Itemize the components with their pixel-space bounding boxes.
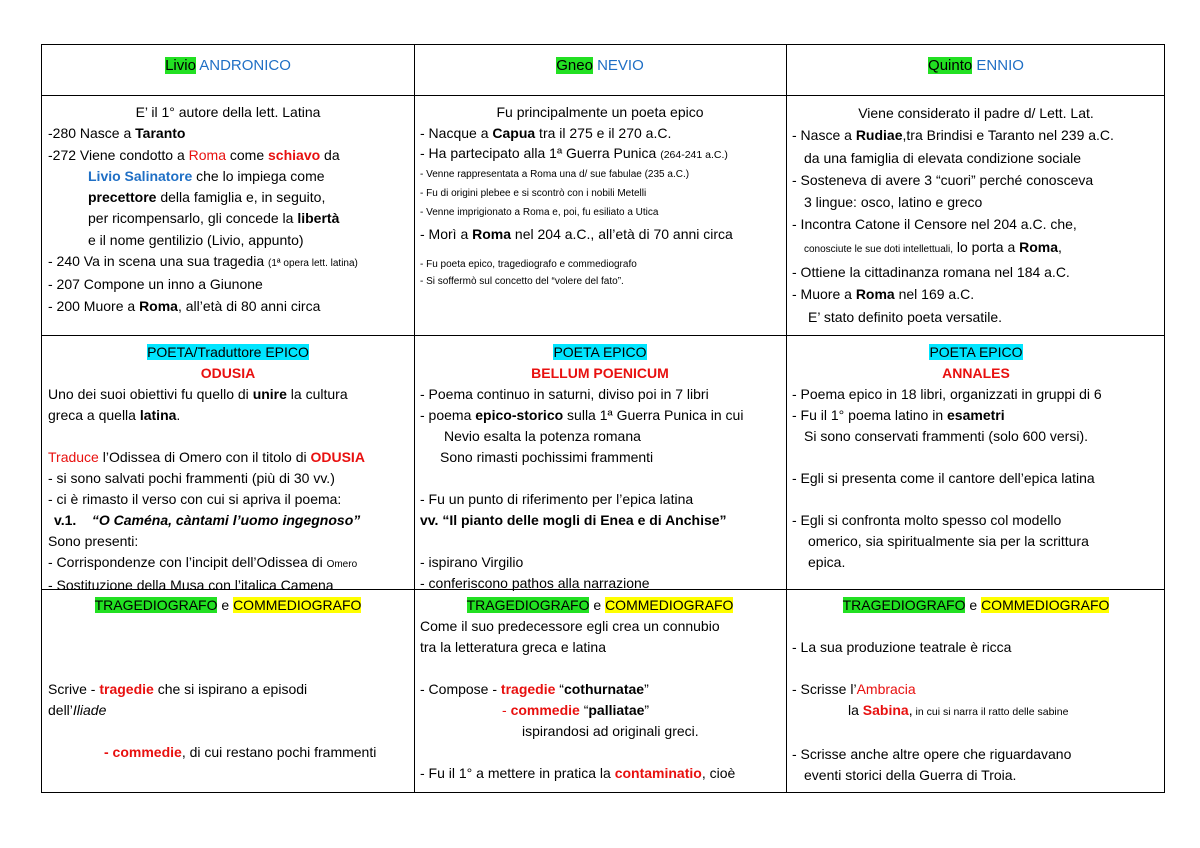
epic-line: - Egli si presenta come il cantore dell’epica latina [792,470,1095,486]
epic-line: - Egli si confronta molto spesso col modello [792,512,1062,528]
epic-line: - Poema epico in 18 libri, organizzati in gruppi di 6 [792,386,1102,402]
bio-line: - Morì a Roma nel 204 a.C., all’età di 70 anni circa [420,226,733,242]
epic-tag: POETA EPICO [929,344,1023,360]
epic-line: epica. [808,554,846,570]
epic-line: Uno dei suoi obiettivi fu quello di unire la cultura [48,386,348,402]
epic-line: Sono presenti: [48,533,139,549]
epic-tag: POETA EPICO [553,344,647,360]
theatre-line: ispirandosi ad originali greci. [522,723,699,739]
header-first-name: Quinto [928,57,973,74]
theatre-line: - Scrisse anche altre opere che riguardavano [792,746,1072,762]
theatre-tag: TRAGEDIOGRAFO e COMMEDIOGRAFO [842,597,1110,613]
theatre-line: la Sabina, in cui si narra il ratto delle sabine [848,702,1069,718]
theatre-line: eventi storici della Guerra di Troia. [804,767,1017,783]
bio-line: - Fu poeta epico, tragediografo e commediografo [420,259,637,270]
bio-line: - Nacque a Capua tra il 275 e il 270 a.C. [420,125,672,141]
row-divider [42,95,1164,96]
epic-line: omerico, sia spiritualmente sia per la scrittura [808,533,1089,549]
bio-line: -280 Nasce a Taranto [48,125,186,142]
epic-line: greca a quella latina. [48,407,181,423]
theatre-line: - Scrisse l’Ambracia [792,681,916,697]
theatre-nevio [414,595,786,784]
epic-line: Nevio esalta la potenza romana [444,428,641,444]
epic-line: - Sostituzione della Musa con l’italica Camena [48,577,334,593]
epic-tag: POETA/Traduttore EPICO [147,344,309,360]
bio-ennio [786,102,1166,328]
bio-line: - Sosteneva di avere 3 “cuori” perché conosceva [792,171,1094,188]
header-first-name: Gneo [556,57,593,74]
theatre-tag: TRAGEDIOGRAFO e COMMEDIOGRAFO [94,597,362,613]
bio-line: - Incontra Catone il Censore nel 204 a.C. che, [792,216,1077,233]
bio-nevio [414,102,786,290]
theatre-tag: TRAGEDIOGRAFO e COMMEDIOGRAFO [466,597,734,613]
header-livio [42,55,414,77]
theatre-line: - commedie “palliatae” [502,702,650,718]
epic-nevio [414,342,786,594]
epic-line: - si sono salvati pochi frammenti (più di 30 vv.) [48,470,335,486]
bio-line: - Venne rappresentata a Roma una d/ sue fabulae (235 a.C.) [420,169,690,180]
bio-line: - 200 Muore a Roma, all’età di 80 anni circa [48,297,321,314]
epic-line: - conferiscono pathos alla narrazione [420,575,650,591]
header-last-name: ENNIO [976,57,1024,74]
theatre-line: - Fu il 1° a mettere in pratica la contaminatio, cioè [420,765,736,781]
epic-livio [42,342,414,596]
theatre-line: - Compose - tragedie “cothurnatae” [420,681,649,697]
bio-line: E’ il 1° autore della lett. Latina [135,104,321,120]
bio-line: Fu principalmente un poeta epico [496,104,704,120]
bio-livio [42,102,414,317]
bio-line: E’ stato definito poeta versatile. [808,308,1003,325]
epic-line: v.1. “O Caména, càntami l’uomo ingegnoso” [54,512,361,528]
bio-line: - Nasce a Rudiae,tra Brindisi e Taranto nel 239 a.C. [792,127,1114,144]
bio-line: e il nome gentilizio (Livio, appunto) [88,231,304,248]
epic-title: ODUSIA [200,365,256,381]
bio-line: - 240 Va in scena una sua tragedia (1ª opera lett. latina) [48,253,358,270]
bio-line: Viene considerato il padre d/ Lett. Lat. [858,105,1094,121]
bio-line: -272 Viene condotto a Roma come schiavo da [48,146,340,163]
bio-line: per ricompensarlo, gli concede la libertà [88,210,340,227]
theatre-line: Come il suo predecessore egli crea un connubio [420,618,720,634]
bio-line: Livio Salinatore che lo impiega come [88,167,325,184]
bio-line: - Ottiene la cittadinanza romana nel 184 a.C. [792,264,1070,281]
bio-line: - Venne imprigionato a Roma e, poi, fu esiliato a Utica [420,207,659,218]
bio-line: conosciute le sue doti intellettuali, lo porta a Roma, [804,238,1062,255]
bio-line: - Si soffermò sul concetto del “volere del fato”. [420,276,624,287]
header-last-name: NEVIO [597,57,644,74]
epic-title: BELLUM POENICUM [531,365,669,381]
bio-line: precettore della famiglia e, in seguito, [88,189,326,206]
header-nevio [414,55,786,77]
epic-line: vv. “Il pianto delle mogli di Enea e di Anchise” [420,512,727,528]
header-last-name: ANDRONICO [199,57,291,74]
epic-title: ANNALES [942,365,1010,381]
theatre-line: dell’Iliade [48,702,107,718]
row-divider [42,335,1164,336]
epic-line: - Fu un punto di riferimento per l’epica latina [420,491,694,507]
epic-line: - poema epico-storico sulla 1ª Guerra Punica in cui [420,407,744,423]
header-ennio [786,55,1166,77]
bio-line: 3 lingue: osco, latino e greco [804,194,983,211]
bio-line: - Ha partecipato alla 1ª Guerra Punica (264-241 a.C.) [420,145,728,161]
epic-line: - Poema continuo in saturni, diviso poi in 7 libri [420,386,709,402]
authors-table [41,44,1165,793]
epic-ennio [786,342,1166,573]
bio-line: da una famiglia di elevata condizione sociale [804,149,1082,166]
header-first-name: Livio [165,57,196,74]
epic-line: - ci è rimasto il verso con cui si apriva il poema: [48,491,342,507]
theatre-line: - commedie, di cui restano pochi frammenti [104,744,377,760]
theatre-livio [42,595,414,763]
epic-line: - ispirano Virgilio [420,554,524,570]
epic-line: Si sono conservati frammenti (solo 600 versi). [804,428,1088,444]
theatre-line: Scrive - tragedie che si ispirano a episodi [48,681,308,697]
theatre-line: tra la letteratura greca e latina [420,639,606,655]
epic-line: Traduce l’Odissea di Omero con il titolo di ODUSIA [48,449,365,465]
epic-line: Sono rimasti pochissimi frammenti [440,449,654,465]
bio-line: - Muore a Roma nel 169 a.C. [792,286,975,303]
bio-line: - Fu di origini plebee e si scontrò con i nobili Metelli [420,188,647,199]
theatre-line: - La sua produzione teatrale è ricca [792,639,1012,655]
epic-line: - Fu il 1° poema latino in esametri [792,407,1005,423]
bio-line: - 207 Compone un inno a Giunone [48,276,263,293]
theatre-ennio [786,595,1166,786]
epic-line: - Corrispondenze con l’incipit dell’Odissea di Omero [48,554,358,570]
